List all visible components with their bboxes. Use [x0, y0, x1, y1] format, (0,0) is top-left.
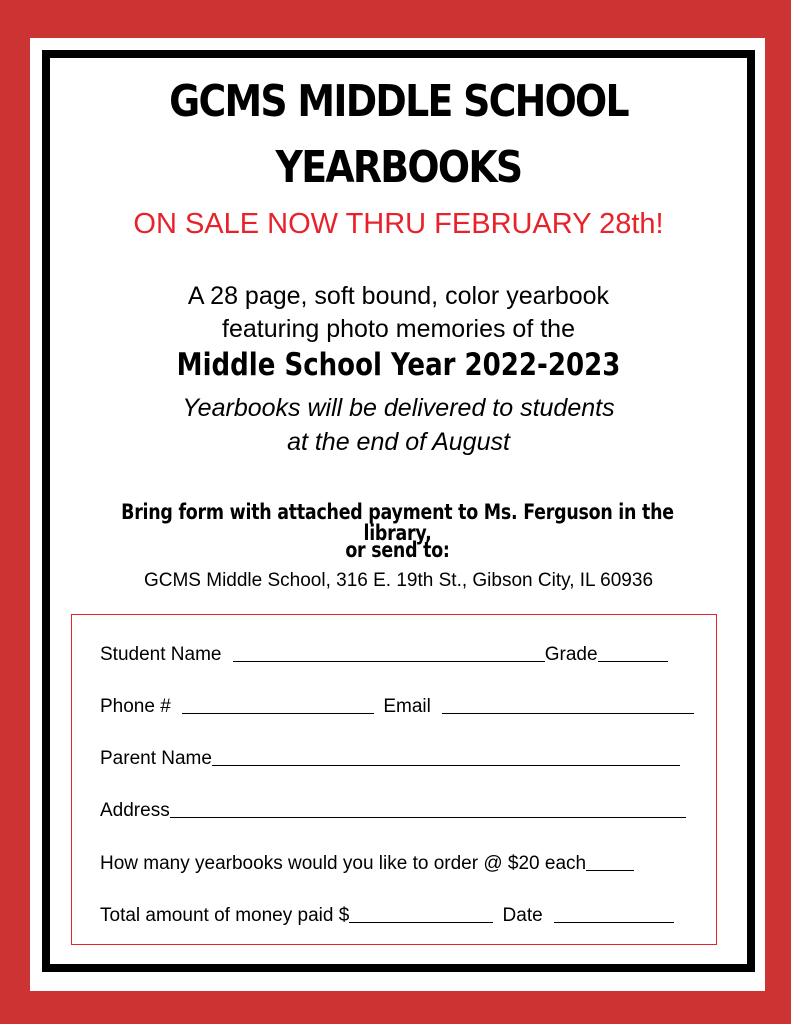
description-line-1: A 28 page, soft bound, color yearbook [187, 282, 610, 310]
parent-name-label: Parent Name [100, 748, 212, 769]
grade-field[interactable] [598, 643, 668, 662]
quantity-row [100, 852, 634, 873]
total-label: Total amount of money paid $ [100, 905, 350, 926]
delivery-line-1: Yearbooks will be delivered to students [182, 394, 615, 422]
instructions-line-1: Bring form with attached payment to Ms. Ferguson in the library, [121, 500, 674, 545]
title-line-1: GCMS MIDDLE SCHOOL [169, 76, 628, 127]
address-label: Address [100, 800, 170, 821]
parent-name-field[interactable] [212, 747, 680, 766]
date-label: Date [502, 905, 543, 926]
phone-field[interactable] [182, 695, 374, 714]
phone-label: Phone # [100, 696, 171, 717]
delivery-line-2: at the end of August [287, 428, 510, 456]
address-field[interactable] [170, 799, 686, 818]
address-row [100, 799, 686, 820]
phone-email-row [100, 695, 694, 716]
student-name-label: Student Name [100, 644, 222, 665]
student-name-row [100, 643, 668, 664]
quantity-label: How many yearbooks would you like to order @ $20 each [100, 853, 587, 874]
school-year-heading: Middle School Year 2022-2023 [176, 347, 621, 383]
sale-banner: ON SALE NOW THRU FEBRUARY 28th! [133, 208, 664, 240]
title-line-2: YEARBOOKS [275, 142, 522, 193]
total-date-row [100, 904, 674, 925]
instructions-line-2: or send to: [345, 538, 450, 562]
email-label: Email [383, 696, 431, 717]
student-name-field[interactable] [233, 643, 545, 662]
mailing-address: GCMS Middle School, 316 E. 19th St., Gibson City, IL 60936 [143, 570, 654, 591]
grade-label: Grade [544, 644, 598, 665]
description-line-2: featuring photo memories of the [222, 315, 575, 343]
email-field[interactable] [442, 695, 694, 714]
total-field[interactable] [349, 904, 493, 923]
parent-name-row [100, 747, 680, 768]
date-field[interactable] [554, 904, 674, 923]
quantity-field[interactable] [586, 852, 634, 871]
